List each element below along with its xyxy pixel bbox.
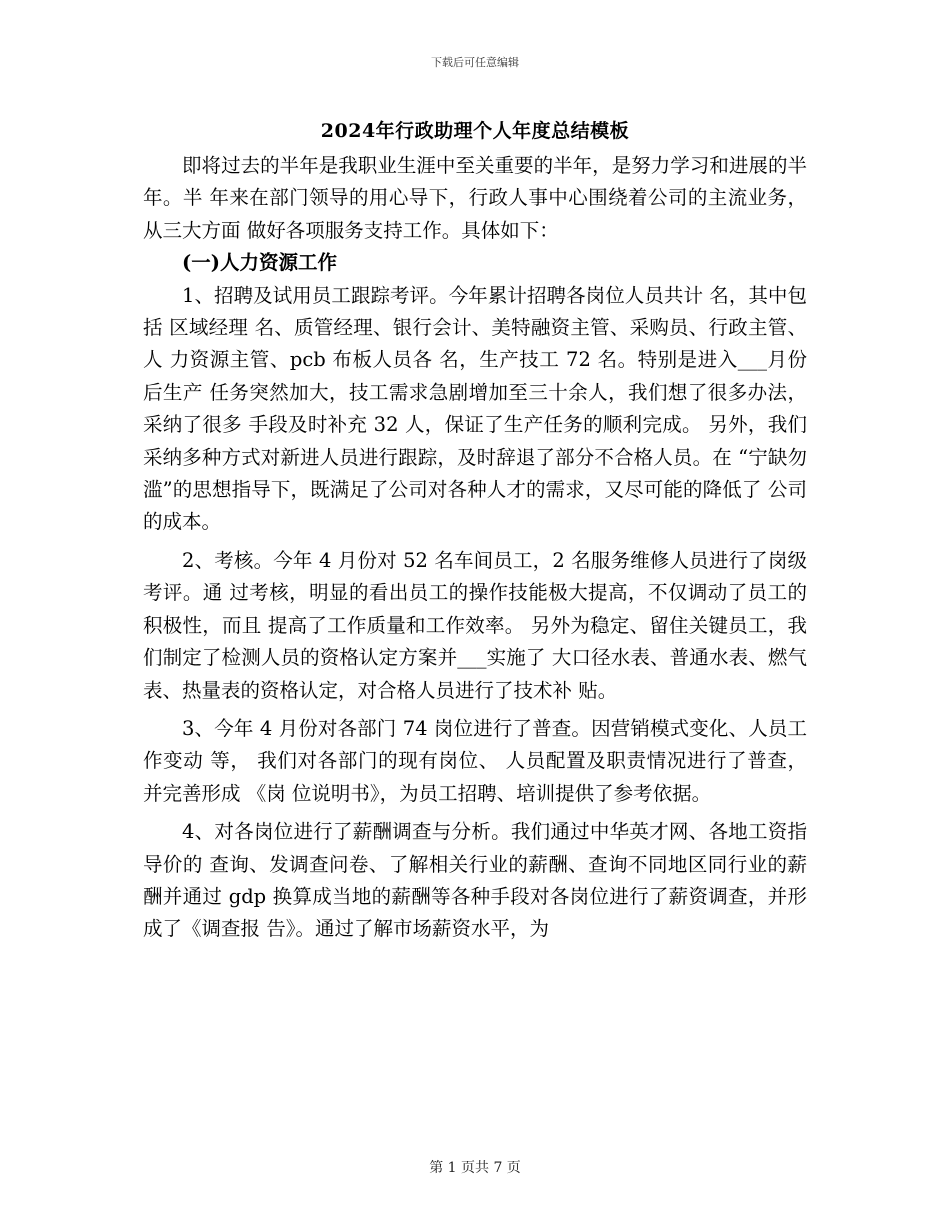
paragraph-recruitment: 1、招聘及试用员工跟踪考评。今年累计招聘各岗位人员共计 名，其中包括 区域经理 名、质管经理、银行会计、美特融资主管、采购员、行政主管、人 力资源主管、pcb 布板人员各 名，生产技工 72 名。特别是进入___月份后生产 任务突然加大，技工需求急剧增加至三十余人，我们想了很多办法，采纳了很多 手段及时补充 32 人，保证了生产任务的顺利完成。 另外，我们采纳多种方式对新进人员进行跟踪，及时辞退了部分不合格人员。在 “宁缺勿滥”的思想指导下，既满足了公司对各种人才的需求，又尽可能的降低了 公司的成本。 bbox=[143, 283, 807, 534]
paragraph-position-survey: 3、今年 4 月份对各部门 74 岗位进行了普查。因营销模式变化、人员工作变动 等， 我们对各部门的现有岗位、 人员配置及职责情况进行了普查， 并完善形成 《岗 位说明书》，为员工招聘、培训提供了参考依据。 bbox=[143, 716, 807, 805]
header-note: 下载后可任意编辑 bbox=[431, 56, 519, 69]
paragraph-assessment: 2、考核。今年 4 月份对 52 名车间员工，2 名服务维修人员进行了岗级考评。通 过考核，明显的看出员工的操作技能极大提高，不仅调动了员工的积极性，而且 提高了工作质量和工作效率。 另外为稳定、留住关键员工，我们制定了检测人员的资格认定方案并___实施了 大口径水表、普通水表、燃气表、热量表的资格认定，对合格人员进行了技术补 贴。 bbox=[143, 548, 807, 702]
paragraph-salary-survey: 4、对各岗位进行了薪酬调查与分析。我们通过中华英才网、各地工资指导价的 查询、发调查问卷、了解相关行业的薪酬、查询不同地区同行业的薪酬并通过 gdp 换算成当地的薪酬等各种手段对各岗位进行了薪资调查，并形成了《调查报 告》。通过了解市场薪资水平，为 bbox=[143, 820, 807, 941]
section-heading-hr: (一)人力资源工作 bbox=[182, 251, 337, 275]
intro-paragraph: 即将过去的半年是我职业生涯中至关重要的半年，是努力学习和进展的半年。半 年来在部门领导的用心导下，行政人事中心围绕着公司的主流业务，从三大方面 做好各项服务支持工作。具体如下： bbox=[143, 154, 807, 242]
page-number: 第 1 页共 7 页 bbox=[429, 1160, 521, 1176]
document-body bbox=[143, 150, 807, 946]
document-title: 2024年行政助理个人年度总结模板 bbox=[320, 120, 630, 142]
